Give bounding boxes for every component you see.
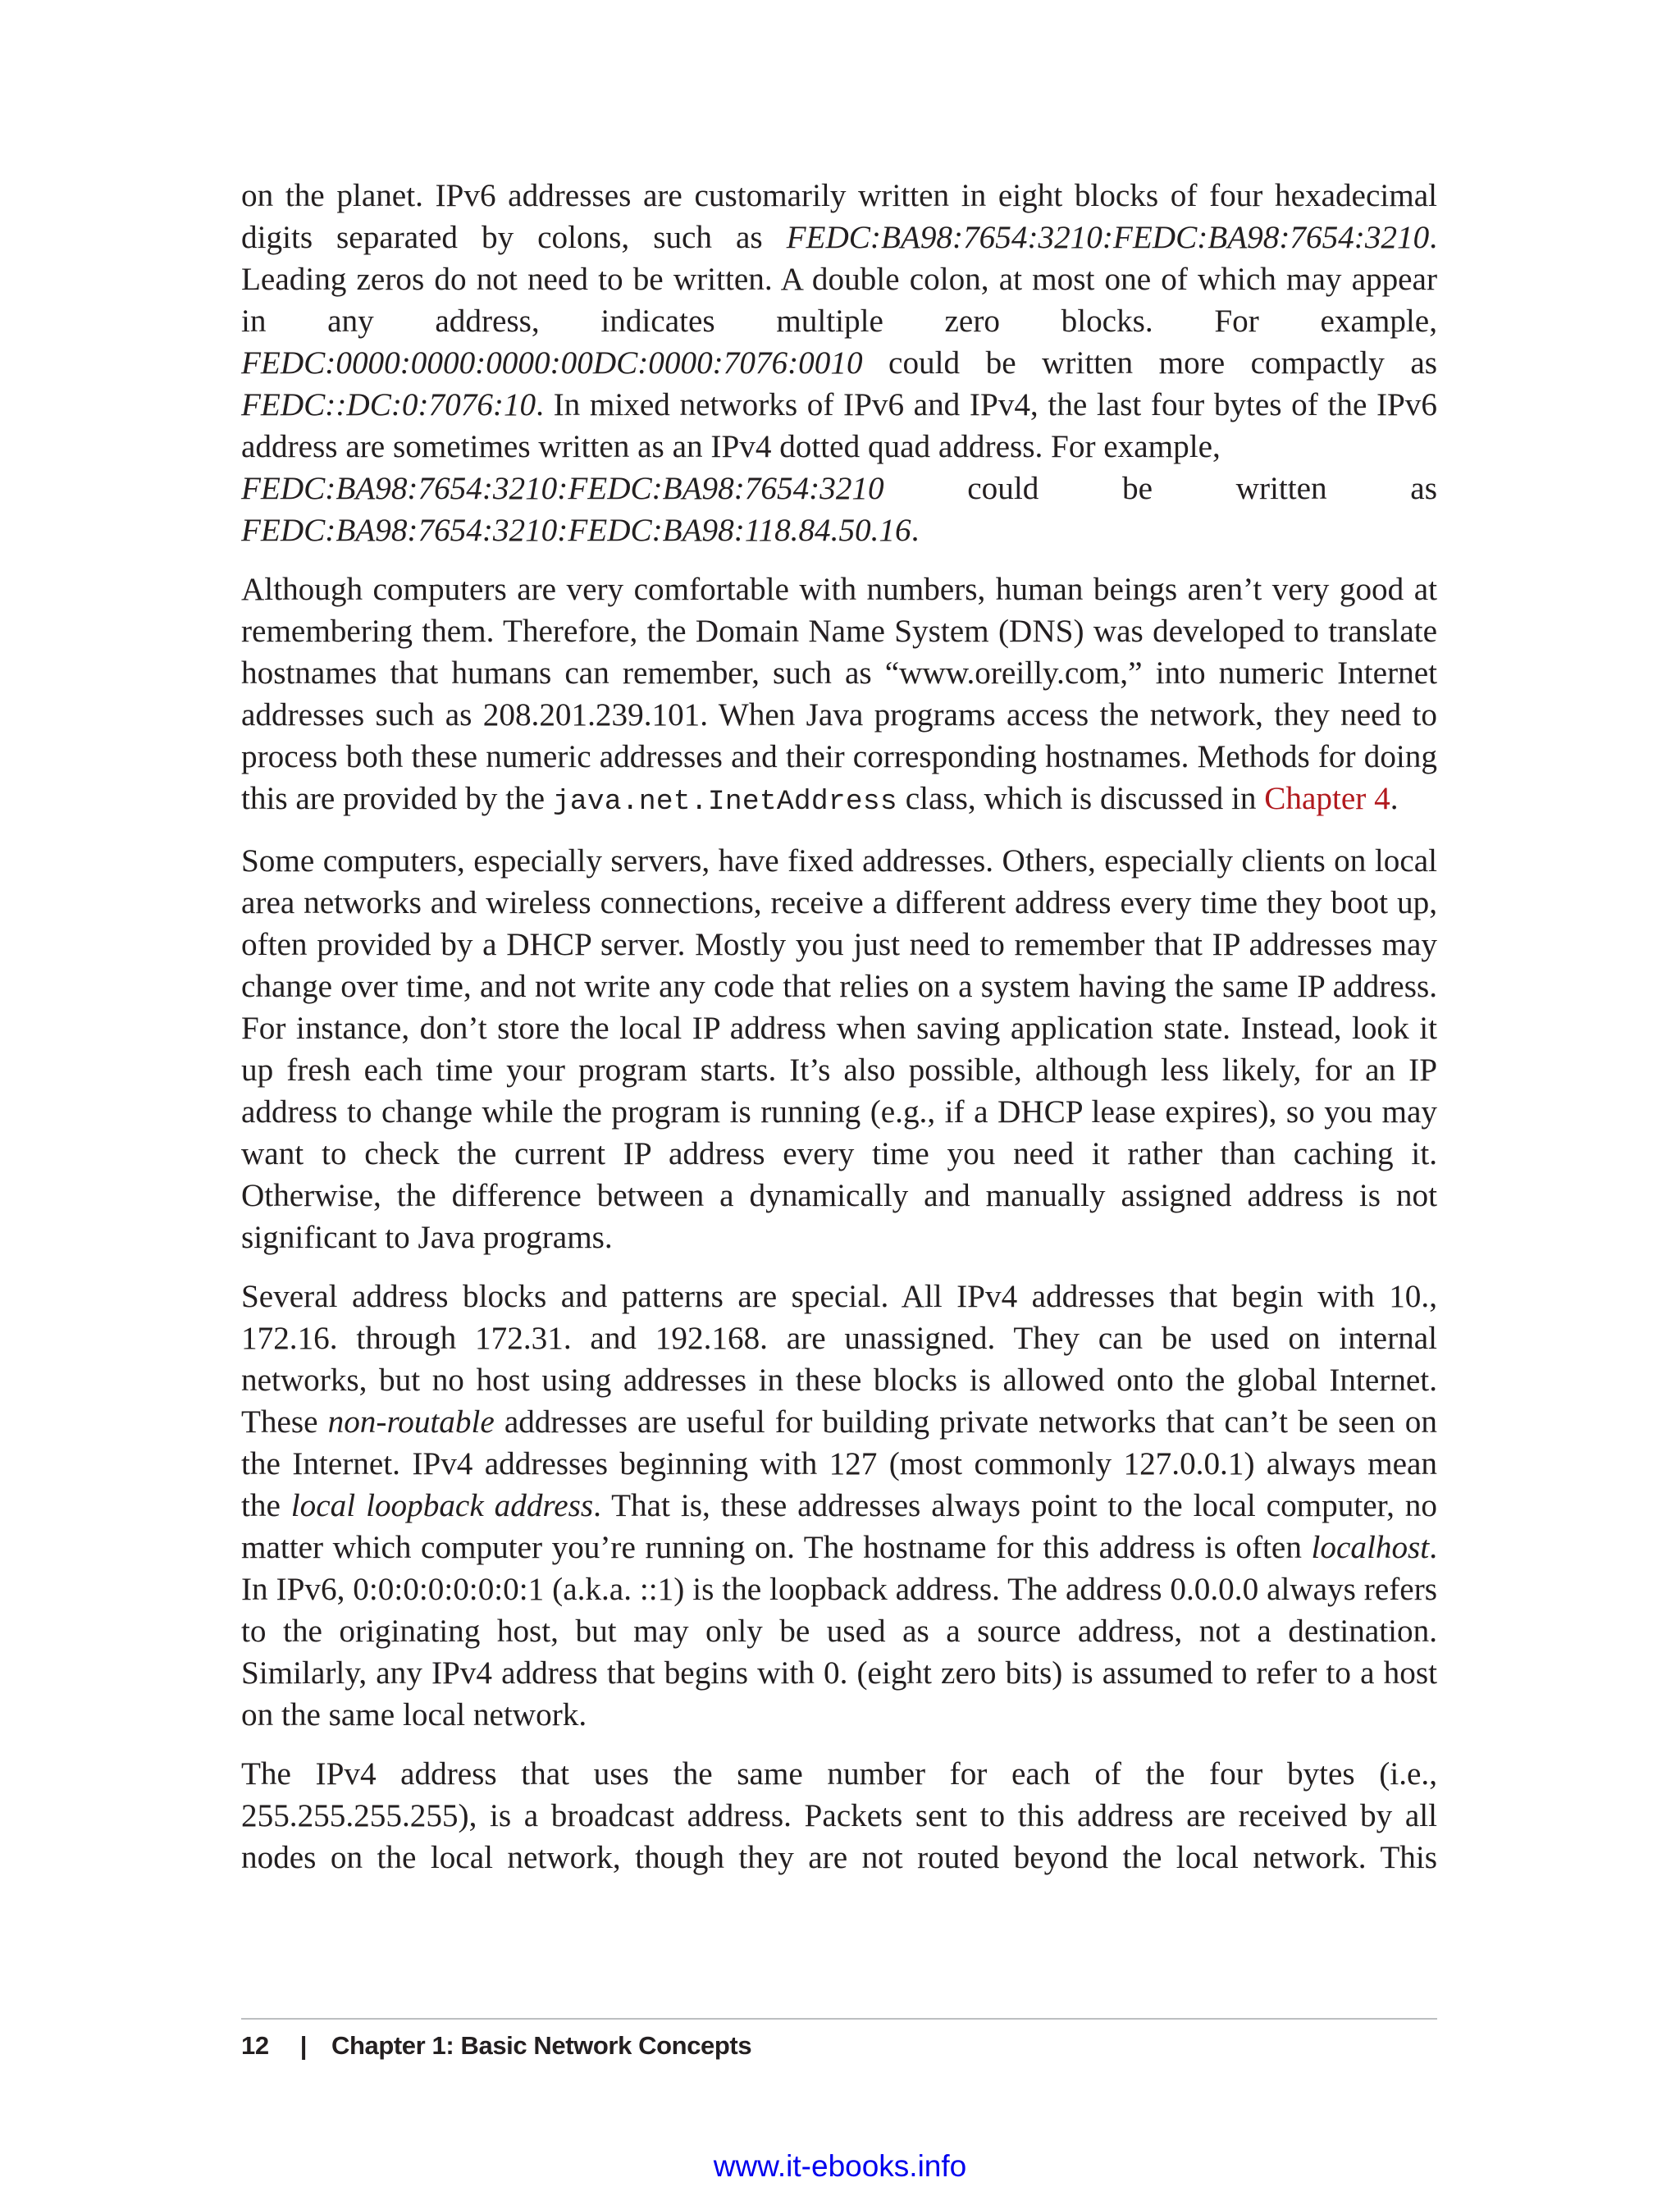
text-run: . In mixed networks of IPv6 and IPv4, the last four bytes of the IPv6 address are sometimes written as an IPv4 dotted quad address. For example, <box>241 387 1437 464</box>
page-body <box>241 175 1437 1896</box>
text-run: . <box>911 513 920 548</box>
footer-rule <box>241 2018 1437 2020</box>
emphasis: non-routable <box>327 1404 495 1440</box>
text-run: Although computers are very comfortable with numbers, human beings aren’t very good at remembering them. Therefore, the Domain Name System (DNS) was developed to translate hostnames that humans can remember, such as “www.oreilly.com,” into numeric Internet addresses such as 208.201.239.101. When Java programs access the network, they need to process both these numeric addresses and their corresponding hostnames. Methods for doing this are provided by the <box>241 572 1437 816</box>
text-run: could <box>967 471 1039 506</box>
example-address: FEDC:BA98:7654:3210:FEDC:BA98:118.84.50.16 <box>241 513 911 548</box>
running-title: Chapter 1: Basic Network Concepts <box>331 2031 752 2060</box>
text-run: be <box>1121 471 1153 506</box>
page-number: 12 <box>241 2031 269 2060</box>
text-run: as <box>1410 471 1437 506</box>
example-address: FEDC::DC:0:7076:10 <box>241 387 536 422</box>
text-run: Several address blocks and patterns are special. All IPv4 addresses that begin with 10., 172.16. through 172.31. and 192.168. are unassigned. They can be used on internal networks, but no host using addresses in these blocks is allowed onto the global Internet. These <box>241 1279 1437 1440</box>
emphasis: localhost <box>1311 1530 1430 1565</box>
spread-line <box>241 468 1437 509</box>
text-run: could be written more compactly as <box>862 345 1437 381</box>
text-run: . <box>1390 781 1399 816</box>
text-run: . In IPv6, 0:0:0:0:0:0:0:1 (a.k.a. ::1) is the loopback address. The address 0.0.0.0 always refers to the originating host, but may only be used as a source address, not a destination. Similarly, any IPv4 address that begins with 0. (eight zero bits) is assumed to refer to a host on the same local network. <box>241 1530 1437 1732</box>
page-footer <box>241 2031 751 2061</box>
example-address: FEDC:BA98:7654:3210:FEDC:BA98:7654:3210 <box>786 220 1430 255</box>
text-run: addresses are useful for building private networks that can’t be seen on the Internet. IPv4 addresses beginning with 127 (most commonly 127.0.0.1) always mean the <box>241 1404 1437 1523</box>
paragraph-broadcast: The IPv4 address that uses the same number for each of the four bytes (i.e., 255.255.255.255), is a broadcast address. Packets sent to this address are received by all nodes on the local network, though they are not routed beyond the local network. This <box>241 1756 1437 1875</box>
paragraph-dns <box>241 568 1437 823</box>
text-run: written <box>1235 471 1327 506</box>
paragraph-dynamic-addresses: Some computers, especially servers, have fixed addresses. Others, especially clients on local area networks and wireless connections, receive a different address every time they boot up, often provided by a DHCP server. Mostly you just need to remember that IP addresses may change over time, and not write any code that relies on a system having the same IP address. For instance, don’t store the local IP address when saving application state. Instead, look it up fresh each time your program starts. It’s also possible, although less likely, for an IP address to change while the program is running (e.g., if a DHCP lease expires), so you may want to check the current IP address every time you need it rather than caching it. Otherwise, the difference between a dynamically and manually assigned address is not significant to Java programs. <box>241 843 1437 1255</box>
paragraph-special-addresses <box>241 1276 1437 1736</box>
example-address: FEDC:BA98:7654:3210:FEDC:BA98:7654:3210 <box>241 471 884 506</box>
footer-separator: | <box>299 2031 307 2060</box>
text-run: . That is, these addresses always point to the local computer, no matter which computer you’re running on. The hostname for this address is often <box>241 1488 1437 1565</box>
example-address: FEDC:0000:0000:0000:00DC:0000:7076:0010 <box>241 345 863 381</box>
emphasis: local loopback address <box>290 1488 594 1523</box>
paragraph-ipv6-notation <box>241 175 1437 551</box>
chapter-4-link[interactable]: Chapter 4 <box>1264 781 1390 816</box>
inline-code: java.net.InetAddress <box>552 786 897 818</box>
text-run: class, which is discussed in <box>897 781 1265 816</box>
text-run: on the planet. IPv6 addresses are customarily written in eight blocks of four hexadecimal digits separated by colons, such as <box>241 178 1437 255</box>
text-run: . Leading zeros do not need to be written. A double colon, at most one of which may appear in any address, indicates multiple zero blocks. For example, <box>241 220 1437 339</box>
watermark-link[interactable]: www.it-ebooks.info <box>713 2149 967 2183</box>
